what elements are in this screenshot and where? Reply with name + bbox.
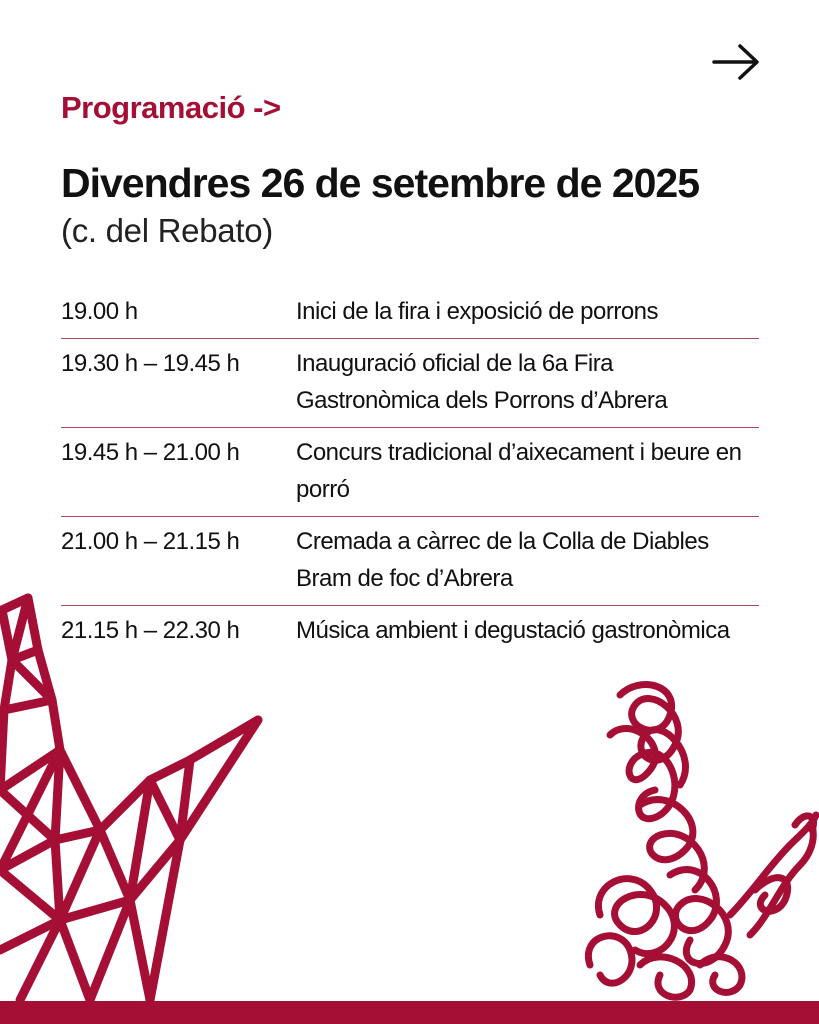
porro-mesh-illustration bbox=[0, 590, 270, 1010]
schedule-time: 19.00 h bbox=[61, 298, 138, 325]
arrow-right-icon[interactable] bbox=[710, 40, 762, 84]
schedule-row bbox=[61, 339, 759, 428]
schedule-description: Concurs tradicional d’aixecament i beure en porró bbox=[296, 439, 742, 503]
location-subtitle: (c. del Rebato) bbox=[61, 212, 273, 249]
schedule-description: Música ambient i degustació gastronòmica bbox=[296, 617, 730, 644]
page-title: Divendres 26 de setembre de 2025 bbox=[61, 160, 700, 206]
schedule-time: 21.15 h – 22.30 h bbox=[61, 617, 240, 644]
schedule-time: 19.30 h – 19.45 h bbox=[61, 350, 240, 377]
schedule-time: 21.00 h – 21.15 h bbox=[61, 528, 240, 555]
schedule-description: Cremada a càrrec de la Colla de Diables Bram de foc d’Abrera bbox=[296, 528, 709, 592]
schedule-time: 19.45 h – 21.00 h bbox=[61, 439, 240, 466]
schedule-row bbox=[61, 428, 759, 517]
schedule-row bbox=[61, 287, 759, 339]
schedule-description: Inauguració oficial de la 6a Fira Gastronòmica dels Porrons d’Abrera bbox=[296, 350, 668, 414]
porro-scribble-illustration bbox=[580, 675, 819, 1005]
section-title: Programació -> bbox=[61, 90, 281, 125]
footer-bar bbox=[0, 1001, 819, 1024]
schedule-description: Inici de la fira i exposició de porrons bbox=[296, 298, 659, 325]
